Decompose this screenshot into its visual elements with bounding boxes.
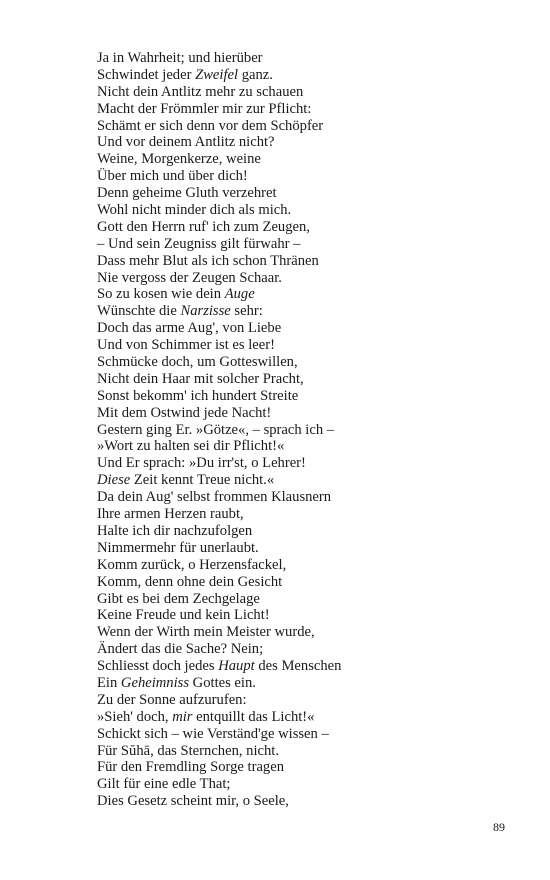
line-text: Komm, denn ohne dein Gesicht: [97, 573, 283, 590]
line-text: Macht der Frömmler mir zur Pflicht:: [97, 100, 312, 117]
poem-line: [97, 523, 497, 540]
line-text: »Sieh' doch,: [97, 708, 173, 725]
line-text: Komm zurück, o Herzensfackel,: [97, 556, 287, 573]
italic-word: Zweifel: [195, 66, 239, 83]
line-text: So zu kosen wie dein: [97, 286, 225, 303]
line-text: Schwindet jeder: [97, 66, 196, 83]
poem-line: [97, 709, 497, 726]
poem-line: [97, 236, 497, 253]
line-text: Über mich und über dich!: [97, 168, 248, 185]
page-number: 89: [493, 820, 505, 834]
poem-line: [97, 118, 497, 135]
line-text: Ja in Wahrheit; und hierüber: [97, 50, 263, 66]
line-text: Nimmermehr für unerlaubt.: [97, 539, 259, 556]
italic-word: Diese: [97, 472, 131, 489]
line-text: Zu der Sonne aufzurufen:: [97, 691, 247, 708]
line-text: Denn geheime Gluth verzehret: [97, 185, 277, 202]
line-text: Keine Freude und kein Licht!: [97, 607, 270, 624]
italic-word: Haupt: [218, 658, 255, 675]
line-text: Dies Gesetz scheint mir, o Seele,: [97, 793, 289, 810]
poem-line: [97, 202, 497, 219]
poem-line: [97, 67, 497, 84]
line-text: Halte ich dir nachzufolgen: [97, 522, 253, 539]
poem-line: [97, 134, 497, 151]
italic-word: Narzisse: [180, 303, 231, 320]
poem-line: [97, 455, 497, 472]
line-text: Wenn der Wirth mein Meister wurde,: [97, 624, 315, 641]
line-text: Dass mehr Blut als ich schon Thränen: [97, 252, 319, 269]
line-text: Wünschte die: [97, 303, 181, 320]
line-text: Nie vergoss der Zeugen Schaar.: [97, 269, 282, 286]
poem-line: [97, 219, 497, 236]
poem-line: [97, 84, 497, 101]
poem-line: [97, 185, 497, 202]
poem-line: [97, 793, 497, 810]
poem-line: [97, 438, 497, 455]
line-text: – Und sein Zeugniss gilt fürwahr –: [97, 235, 301, 252]
line-text: Und Er sprach: »Du irr'st, o Lehrer!: [97, 455, 306, 472]
line-text: Und von Schimmer ist es leer!: [97, 337, 275, 354]
poem-line: [97, 506, 497, 523]
italic-word: mir: [172, 708, 193, 725]
line-text: Schmücke doch, um Gotteswillen,: [97, 354, 298, 371]
line-text: Mit dem Ostwind jede Nacht!: [97, 404, 272, 421]
line-text: Und vor deinem Antlitz nicht?: [97, 134, 275, 151]
line-text: Doch das arme Aug', von Liebe: [97, 320, 282, 337]
line-text: entquillt das Licht!«: [192, 708, 315, 725]
line-text: Wohl nicht minder dich als mich.: [97, 202, 292, 219]
line-text: Für Sŭhā, das Sternchen, nicht.: [97, 742, 279, 759]
poem-line: [97, 557, 497, 574]
line-text: Schickt sich – wie Verständ'ge wissen –: [97, 725, 329, 742]
line-text: Gibt es bei dem Zechgelage: [97, 590, 260, 607]
poem-line: [97, 270, 497, 287]
poem-line: [97, 489, 497, 506]
line-text: sehr:: [230, 303, 263, 320]
poem-line: [97, 692, 497, 709]
poem-line: [97, 50, 497, 67]
poem-line: [97, 371, 497, 388]
poem-text: [97, 50, 497, 810]
poem-line: [97, 354, 497, 371]
poem-line: [97, 540, 497, 557]
line-text: Gilt für eine edle That;: [97, 776, 231, 793]
poem-line: [97, 320, 497, 337]
poem-line: [97, 726, 497, 743]
line-text: Schliesst doch jedes: [97, 658, 219, 675]
line-text: Schämt er sich denn vor dem Schöpfer: [97, 117, 324, 134]
line-text: Ein: [97, 674, 121, 691]
poem-line: [97, 776, 497, 793]
italic-word: Auge: [224, 286, 255, 303]
line-text: Nicht dein Haar mit solcher Pracht,: [97, 370, 304, 387]
poem-line: [97, 574, 497, 591]
poem-line: [97, 286, 497, 303]
poem-line: [97, 168, 497, 185]
poem-line: [97, 405, 497, 422]
poem-line: [97, 759, 497, 776]
poem-line: [97, 743, 497, 760]
poem-line: [97, 388, 497, 405]
italic-word: Geheimniss: [120, 674, 190, 691]
line-text: des Menschen: [254, 658, 342, 675]
line-text: Weine, Morgenkerze, weine: [97, 151, 261, 168]
poem-line: [97, 151, 497, 168]
poem-line: [97, 472, 497, 489]
line-text: Gottes ein.: [189, 674, 256, 691]
line-text: Gestern ging Er. »Götze«, – sprach ich –: [97, 421, 335, 438]
poem-line: [97, 624, 497, 641]
poem-line: [97, 253, 497, 270]
line-text: Zeit kennt Treue nicht.«: [130, 472, 275, 489]
line-text: Sonst bekomm' ich hundert Streite: [97, 387, 299, 404]
poem-line: [97, 337, 497, 354]
poem-line: [97, 422, 497, 439]
poem-line: [97, 303, 497, 320]
poem-line: [97, 101, 497, 118]
poem-line: [97, 641, 497, 658]
line-text: Für den Fremdling Sorge tragen: [97, 759, 284, 776]
poem-line: [97, 675, 497, 692]
line-text: Ändert das die Sache? Nein;: [97, 641, 264, 658]
line-text: »Wort zu halten sei dir Pflicht!«: [97, 438, 285, 455]
poem-line: [97, 658, 497, 675]
line-text: ganz.: [238, 66, 273, 83]
poem-line: [97, 591, 497, 608]
line-text: Nicht dein Antlitz mehr zu schauen: [97, 83, 304, 100]
poem-line: [97, 607, 497, 624]
line-text: Da dein Aug' selbst frommen Klausnern: [97, 489, 332, 506]
line-text: Gott den Herrn ruf' ich zum Zeugen,: [97, 218, 310, 235]
line-text: Ihre armen Herzen raubt,: [97, 506, 244, 523]
